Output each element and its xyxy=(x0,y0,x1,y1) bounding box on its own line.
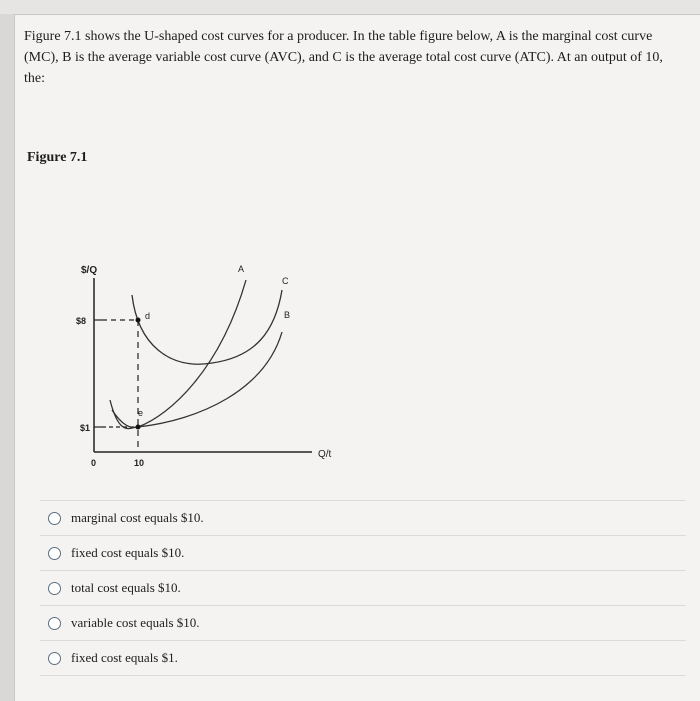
curve-c-atc xyxy=(132,290,282,364)
answer-option[interactable] xyxy=(40,570,686,605)
y-tick-1: $1 xyxy=(80,423,91,433)
figure-label: Figure 7.1 xyxy=(27,150,88,165)
curve-a-mc xyxy=(110,280,246,429)
answer-option-label: fixed cost equals $1. xyxy=(71,650,178,665)
answer-option[interactable] xyxy=(40,640,686,676)
answer-option[interactable] xyxy=(40,500,686,535)
x-axis-label: Q/t xyxy=(318,449,332,460)
x-tick-0: 0 xyxy=(91,458,97,468)
point-e xyxy=(136,425,141,430)
question-text: Figure 7.1 shows the U-shaped cost curves for a producer. In the table figure below, A is the marginal cost curve (MC), B is the average variable cost curve (AVC), and C is the average total cost curve (ATC). At an output of 10, the: xyxy=(24,29,663,86)
y-axis-label: $/Q xyxy=(81,265,98,276)
curve-b-label: B xyxy=(284,310,291,320)
answer-option[interactable] xyxy=(40,605,686,640)
answer-option[interactable] xyxy=(40,535,686,570)
curve-a-label: A xyxy=(238,264,245,274)
y-tick-8: $8 xyxy=(76,316,87,326)
radio-button[interactable] xyxy=(48,617,61,630)
answer-option-label: variable cost equals $10. xyxy=(71,615,200,630)
x-tick-10: 10 xyxy=(134,458,145,468)
answer-options xyxy=(40,500,686,676)
radio-button[interactable] xyxy=(48,547,61,560)
curve-c-label: C xyxy=(282,276,289,286)
answer-option-label: fixed cost equals $10. xyxy=(71,545,185,560)
answer-option-label: total cost equals $10. xyxy=(71,580,181,595)
radio-button[interactable] xyxy=(48,652,61,665)
window-top-edge xyxy=(0,0,700,14)
radio-button[interactable] xyxy=(48,582,61,595)
cost-curves-graph xyxy=(50,240,370,480)
point-d xyxy=(136,318,141,323)
point-d-label: d xyxy=(145,311,151,321)
radio-button[interactable] xyxy=(48,512,61,525)
point-e-label: e xyxy=(138,408,144,418)
answer-option-label: marginal cost equals $10. xyxy=(71,510,204,525)
